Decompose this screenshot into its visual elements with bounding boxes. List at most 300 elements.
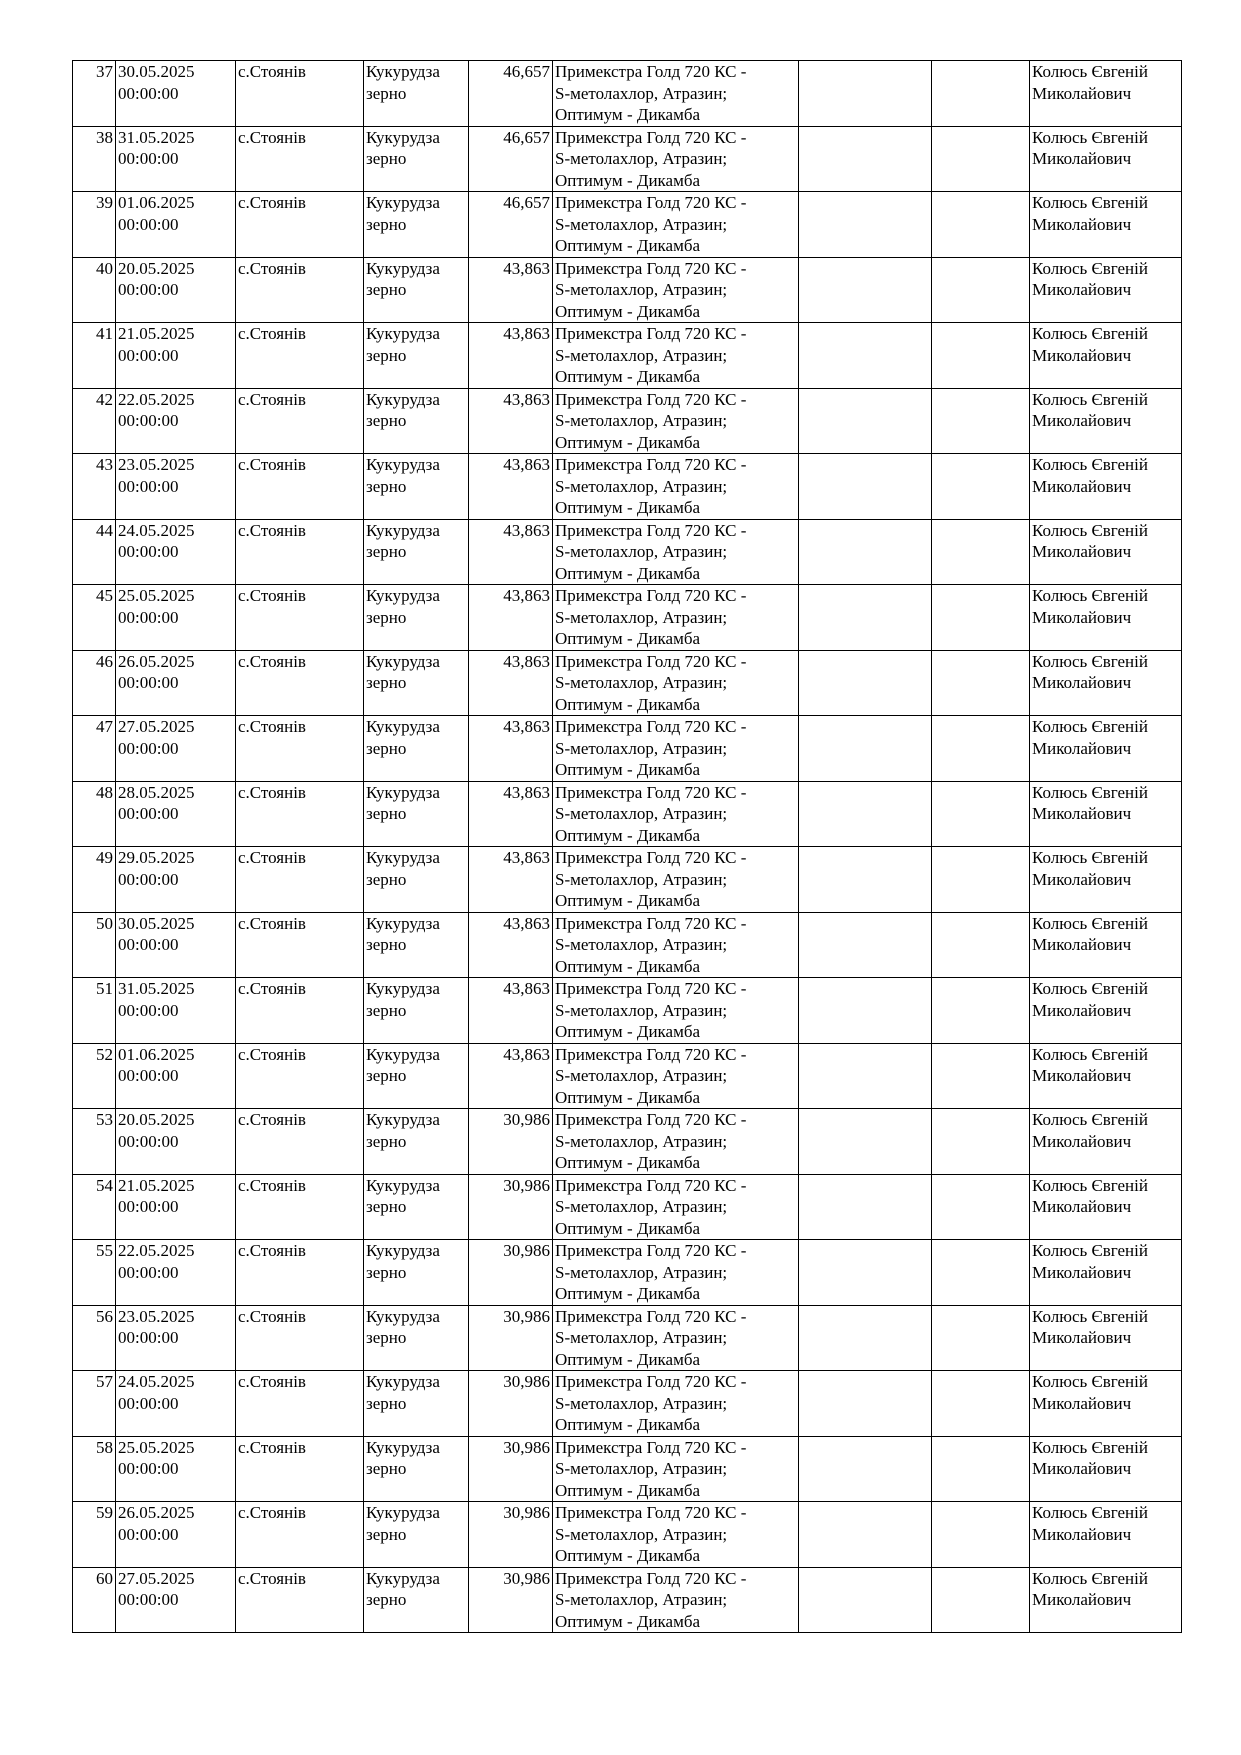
product-cell	[553, 257, 799, 323]
crop-name: Кукурудза	[366, 455, 440, 474]
product-line-3: Оптимум - Дикамба	[555, 629, 701, 648]
empty-cell-7	[799, 61, 932, 127]
area-cell: 30,986	[469, 1174, 553, 1240]
table-row	[73, 847, 1182, 913]
date-cell	[116, 1371, 236, 1437]
table-row	[73, 781, 1182, 847]
time: 00:00:00	[118, 476, 179, 496]
product-line-1: Примекстра Голд 720 КС -	[555, 1306, 747, 1326]
empty-cell-8	[932, 1567, 1030, 1633]
crop-type: зерно	[366, 1328, 407, 1347]
row-number: 42	[73, 388, 116, 454]
date-cell	[116, 1305, 236, 1371]
product-line-2: S-метолахлор, Атразин;	[555, 1131, 728, 1151]
village-cell: с.Стоянів	[236, 454, 364, 520]
time: 00:00:00	[118, 1000, 179, 1020]
empty-cell-8	[932, 847, 1030, 913]
crop-name: Кукурудза	[366, 258, 440, 278]
row-number: 45	[73, 585, 116, 651]
table-row	[73, 912, 1182, 978]
date: 21.05.2025	[118, 1175, 195, 1195]
crop-type: зерно	[366, 149, 407, 168]
date: 29.05.2025	[118, 848, 195, 867]
person-patronymic: Миколайович	[1032, 1459, 1132, 1478]
table-row	[73, 1174, 1182, 1240]
product-cell	[553, 519, 799, 585]
person-name: Колюсь Євгеній	[1032, 586, 1148, 605]
time: 00:00:00	[118, 1328, 179, 1347]
product-line-2: S-метолахлор, Атразин;	[555, 1328, 728, 1347]
product-line-1: Примекстра Голд 720 КС -	[555, 586, 747, 605]
empty-cell-7	[799, 388, 932, 454]
area-cell: 43,863	[469, 650, 553, 716]
product-cell	[553, 61, 799, 127]
date: 27.05.2025	[118, 1568, 195, 1588]
crop-cell	[364, 1567, 469, 1633]
product-line-1: Примекстра Голд 720 КС -	[555, 1175, 747, 1195]
person-name: Колюсь Євгеній	[1032, 127, 1148, 147]
product-line-1: Примекстра Голд 720 КС -	[555, 1241, 747, 1260]
crop-name: Кукурудза	[366, 1568, 440, 1588]
area-cell: 30,986	[469, 1305, 553, 1371]
person-name: Колюсь Євгеній	[1032, 979, 1148, 998]
date-cell	[116, 781, 236, 847]
product-cell	[553, 126, 799, 192]
area-cell: 46,657	[469, 61, 553, 127]
product-line-2: S-метолахлор, Атразин;	[555, 804, 728, 823]
row-number: 58	[73, 1436, 116, 1502]
person-name: Колюсь Євгеній	[1032, 782, 1148, 802]
person-name: Колюсь Євгеній	[1032, 1241, 1148, 1260]
table-row	[73, 1043, 1182, 1109]
product-line-1: Примекстра Голд 720 КС -	[555, 1437, 747, 1457]
village-cell: с.Стоянів	[236, 1174, 364, 1240]
empty-cell-8	[932, 454, 1030, 520]
crop-name: Кукурудза	[366, 717, 440, 736]
table-row	[73, 650, 1182, 716]
crop-cell	[364, 388, 469, 454]
date-cell	[116, 716, 236, 782]
product-cell	[553, 847, 799, 913]
person-name: Колюсь Євгеній	[1032, 1175, 1148, 1195]
table-row	[73, 1305, 1182, 1371]
person-name: Колюсь Євгеній	[1032, 1503, 1148, 1522]
person-cell	[1030, 1436, 1182, 1502]
time: 00:00:00	[118, 280, 179, 299]
crop-cell	[364, 126, 469, 192]
date-cell	[116, 454, 236, 520]
date: 25.05.2025	[118, 586, 195, 605]
person-name: Колюсь Євгеній	[1032, 520, 1148, 540]
time: 00:00:00	[118, 869, 179, 889]
date-cell	[116, 257, 236, 323]
person-patronymic: Миколайович	[1032, 673, 1132, 692]
table-row	[73, 192, 1182, 258]
crop-name: Кукурудза	[366, 1241, 440, 1260]
table-row	[73, 1567, 1182, 1633]
time: 00:00:00	[118, 1590, 179, 1609]
product-line-3: Оптимум - Дикамба	[555, 563, 701, 583]
product-line-3: Оптимум - Дикамба	[555, 1284, 701, 1303]
table-row	[73, 323, 1182, 389]
product-cell	[553, 454, 799, 520]
row-number: 41	[73, 323, 116, 389]
row-number: 49	[73, 847, 116, 913]
product-line-1: Примекстра Голд 720 КС -	[555, 324, 747, 343]
person-name: Колюсь Євгеній	[1032, 1568, 1148, 1588]
empty-cell-7	[799, 519, 932, 585]
village-cell: с.Стоянів	[236, 257, 364, 323]
time: 00:00:00	[118, 83, 179, 103]
empty-cell-8	[932, 650, 1030, 716]
date: 24.05.2025	[118, 520, 195, 540]
crop-type: зерно	[366, 935, 407, 954]
area-cell: 30,986	[469, 1371, 553, 1437]
person-name: Колюсь Євгеній	[1032, 1372, 1148, 1391]
row-number: 50	[73, 912, 116, 978]
date: 20.05.2025	[118, 1110, 195, 1129]
table-row	[73, 454, 1182, 520]
crop-name: Кукурудза	[366, 1175, 440, 1195]
area-cell: 43,863	[469, 454, 553, 520]
crop-type: зерно	[366, 542, 407, 561]
crop-type: зерно	[366, 1459, 407, 1478]
empty-cell-8	[932, 1436, 1030, 1502]
product-line-3: Оптимум - Дикамба	[555, 301, 701, 321]
date-cell	[116, 847, 236, 913]
empty-cell-8	[932, 716, 1030, 782]
crop-cell	[364, 1436, 469, 1502]
product-line-1: Примекстра Голд 720 КС -	[555, 1503, 747, 1522]
village-cell: с.Стоянів	[236, 192, 364, 258]
area-cell: 43,863	[469, 257, 553, 323]
person-name: Колюсь Євгеній	[1032, 913, 1148, 933]
empty-cell-7	[799, 781, 932, 847]
village-cell: с.Стоянів	[236, 1240, 364, 1306]
row-number: 52	[73, 1043, 116, 1109]
crop-name: Кукурудза	[366, 324, 440, 343]
crop-cell	[364, 192, 469, 258]
crop-type: зерно	[366, 214, 407, 234]
product-line-1: Примекстра Голд 720 КС -	[555, 258, 747, 278]
person-patronymic: Миколайович	[1032, 1000, 1132, 1020]
date-cell	[116, 126, 236, 192]
product-line-3: Оптимум - Дикамба	[555, 1153, 701, 1172]
product-cell	[553, 323, 799, 389]
product-line-1: Примекстра Голд 720 КС -	[555, 127, 747, 147]
area-cell: 46,657	[469, 126, 553, 192]
product-line-2: S-метолахлор, Атразин;	[555, 476, 728, 496]
crop-name: Кукурудза	[366, 1110, 440, 1129]
person-patronymic: Миколайович	[1032, 804, 1132, 823]
person-cell	[1030, 1567, 1182, 1633]
product-line-1: Примекстра Голд 720 КС -	[555, 651, 747, 671]
empty-cell-8	[932, 1109, 1030, 1175]
crop-name: Кукурудза	[366, 389, 440, 409]
crop-cell	[364, 454, 469, 520]
crop-name: Кукурудза	[366, 782, 440, 802]
area-cell: 43,863	[469, 585, 553, 651]
person-name: Колюсь Євгеній	[1032, 258, 1148, 278]
crop-type: зерно	[366, 1066, 407, 1085]
date-cell	[116, 1174, 236, 1240]
person-cell	[1030, 585, 1182, 651]
row-number: 51	[73, 978, 116, 1044]
person-patronymic: Миколайович	[1032, 83, 1132, 103]
person-cell	[1030, 61, 1182, 127]
person-patronymic: Миколайович	[1032, 280, 1132, 299]
empty-cell-7	[799, 912, 932, 978]
row-number: 38	[73, 126, 116, 192]
person-patronymic: Миколайович	[1032, 1393, 1132, 1413]
person-patronymic: Миколайович	[1032, 1131, 1132, 1151]
table-row	[73, 585, 1182, 651]
row-number: 56	[73, 1305, 116, 1371]
village-cell: с.Стоянів	[236, 847, 364, 913]
village-cell: с.Стоянів	[236, 912, 364, 978]
person-name: Колюсь Євгеній	[1032, 455, 1148, 474]
empty-cell-8	[932, 1305, 1030, 1371]
time: 00:00:00	[118, 411, 179, 430]
row-number: 54	[73, 1174, 116, 1240]
product-line-1: Примекстра Голд 720 КС -	[555, 520, 747, 540]
crop-type: зерно	[366, 1590, 407, 1609]
village-cell: с.Стоянів	[236, 716, 364, 782]
date-cell	[116, 1109, 236, 1175]
village-cell: с.Стоянів	[236, 61, 364, 127]
person-cell	[1030, 1305, 1182, 1371]
time: 00:00:00	[118, 738, 179, 758]
date: 27.05.2025	[118, 717, 195, 736]
date: 31.05.2025	[118, 127, 195, 147]
empty-cell-7	[799, 585, 932, 651]
person-name: Колюсь Євгеній	[1032, 193, 1148, 212]
person-patronymic: Миколайович	[1032, 1066, 1132, 1085]
product-line-2: S-метолахлор, Атразин;	[555, 673, 728, 692]
product-line-1: Примекстра Голд 720 КС -	[555, 1044, 747, 1064]
date: 22.05.2025	[118, 1241, 195, 1260]
empty-cell-7	[799, 1305, 932, 1371]
person-name: Колюсь Євгеній	[1032, 848, 1148, 867]
date-cell	[116, 323, 236, 389]
date-cell	[116, 585, 236, 651]
row-number: 57	[73, 1371, 116, 1437]
person-name: Колюсь Євгеній	[1032, 651, 1148, 671]
product-line-2: S-метолахлор, Атразин;	[555, 607, 728, 627]
crop-cell	[364, 1109, 469, 1175]
product-line-2: S-метолахлор, Атразин;	[555, 149, 728, 168]
date: 26.05.2025	[118, 1503, 195, 1522]
product-line-2: S-метолахлор, Атразин;	[555, 214, 728, 234]
table-row	[73, 1109, 1182, 1175]
row-number: 55	[73, 1240, 116, 1306]
product-cell	[553, 978, 799, 1044]
product-line-1: Примекстра Голд 720 КС -	[555, 1372, 747, 1391]
crop-name: Кукурудза	[366, 193, 440, 212]
time: 00:00:00	[118, 1066, 179, 1085]
date: 30.05.2025	[118, 913, 195, 933]
product-line-3: Оптимум - Дикамба	[555, 498, 701, 517]
product-line-3: Оптимум - Дикамба	[555, 891, 701, 910]
crop-name: Кукурудза	[366, 1503, 440, 1522]
empty-cell-7	[799, 716, 932, 782]
crop-cell	[364, 847, 469, 913]
date-cell	[116, 388, 236, 454]
crop-name: Кукурудза	[366, 520, 440, 540]
person-cell	[1030, 1109, 1182, 1175]
product-line-3: Оптимум - Дикамба	[555, 1218, 701, 1238]
crop-name: Кукурудза	[366, 848, 440, 867]
crop-cell	[364, 1502, 469, 1568]
village-cell: с.Стоянів	[236, 1371, 364, 1437]
product-cell	[553, 1174, 799, 1240]
row-number: 60	[73, 1567, 116, 1633]
product-line-3: Оптимум - Дикамба	[555, 694, 701, 714]
empty-cell-7	[799, 1240, 932, 1306]
crop-type: зерно	[366, 411, 407, 430]
village-cell: с.Стоянів	[236, 1502, 364, 1568]
area-cell: 46,657	[469, 192, 553, 258]
crop-type: зерно	[366, 738, 407, 758]
row-number: 53	[73, 1109, 116, 1175]
person-cell	[1030, 847, 1182, 913]
product-line-2: S-метолахлор, Атразин;	[555, 1197, 728, 1216]
empty-cell-8	[932, 323, 1030, 389]
person-name: Колюсь Євгеній	[1032, 1306, 1148, 1326]
product-line-1: Примекстра Голд 720 КС -	[555, 193, 747, 212]
product-line-3: Оптимум - Дикамба	[555, 367, 701, 386]
product-line-1: Примекстра Голд 720 КС -	[555, 1110, 747, 1129]
crop-name: Кукурудза	[366, 1372, 440, 1391]
date-cell	[116, 1043, 236, 1109]
area-cell: 43,863	[469, 847, 553, 913]
product-line-3: Оптимум - Дикамба	[555, 760, 701, 779]
date: 25.05.2025	[118, 1437, 195, 1457]
person-cell	[1030, 454, 1182, 520]
person-cell	[1030, 192, 1182, 258]
crop-cell	[364, 912, 469, 978]
person-cell	[1030, 650, 1182, 716]
person-patronymic: Миколайович	[1032, 607, 1132, 627]
area-cell: 43,863	[469, 1043, 553, 1109]
product-line-2: S-метолахлор, Атразин;	[555, 280, 728, 299]
empty-cell-8	[932, 1043, 1030, 1109]
person-cell	[1030, 781, 1182, 847]
empty-cell-8	[932, 781, 1030, 847]
product-line-1: Примекстра Голд 720 КС -	[555, 717, 747, 736]
area-cell: 30,986	[469, 1436, 553, 1502]
date: 24.05.2025	[118, 1372, 195, 1391]
empty-cell-8	[932, 1240, 1030, 1306]
person-name: Колюсь Євгеній	[1032, 1110, 1148, 1129]
crop-name: Кукурудза	[366, 979, 440, 998]
crop-cell	[364, 585, 469, 651]
product-line-1: Примекстра Голд 720 КС -	[555, 1568, 747, 1588]
empty-cell-8	[932, 192, 1030, 258]
empty-cell-7	[799, 323, 932, 389]
date-cell	[116, 1436, 236, 1502]
date-cell	[116, 192, 236, 258]
date-cell	[116, 519, 236, 585]
product-line-1: Примекстра Голд 720 КС -	[555, 913, 747, 933]
person-patronymic: Миколайович	[1032, 149, 1132, 168]
person-cell	[1030, 388, 1182, 454]
person-cell	[1030, 1174, 1182, 1240]
person-patronymic: Миколайович	[1032, 542, 1132, 561]
crop-type: зерно	[366, 673, 407, 692]
village-cell: с.Стоянів	[236, 585, 364, 651]
person-name: Колюсь Євгеній	[1032, 1437, 1148, 1457]
time: 00:00:00	[118, 149, 179, 168]
date: 31.05.2025	[118, 979, 195, 998]
person-cell	[1030, 519, 1182, 585]
time: 00:00:00	[118, 1393, 179, 1413]
person-patronymic: Миколайович	[1032, 738, 1132, 758]
crop-type: зерно	[366, 804, 407, 823]
product-line-1: Примекстра Голд 720 КС -	[555, 389, 747, 409]
product-line-3: Оптимум - Дикамба	[555, 105, 701, 124]
time: 00:00:00	[118, 1459, 179, 1478]
date: 23.05.2025	[118, 1306, 195, 1326]
area-cell: 43,863	[469, 781, 553, 847]
table-row	[73, 1502, 1182, 1568]
table-row	[73, 1371, 1182, 1437]
person-patronymic: Миколайович	[1032, 411, 1132, 430]
crop-type: зерно	[366, 1197, 407, 1216]
village-cell: с.Стоянів	[236, 388, 364, 454]
time: 00:00:00	[118, 1131, 179, 1151]
row-number: 47	[73, 716, 116, 782]
product-line-2: S-метолахлор, Атразин;	[555, 1459, 728, 1478]
table-row	[73, 519, 1182, 585]
product-cell	[553, 1043, 799, 1109]
crop-type: зерно	[366, 345, 407, 365]
product-cell	[553, 585, 799, 651]
person-cell	[1030, 323, 1182, 389]
crop-cell	[364, 519, 469, 585]
person-name: Колюсь Євгеній	[1032, 62, 1148, 81]
product-line-2: S-метолахлор, Атразин;	[555, 935, 728, 954]
table-body	[73, 61, 1182, 1633]
crop-cell	[364, 650, 469, 716]
date-cell	[116, 61, 236, 127]
row-number: 37	[73, 61, 116, 127]
date-cell	[116, 912, 236, 978]
product-cell	[553, 388, 799, 454]
date-cell	[116, 1240, 236, 1306]
table-row	[73, 1436, 1182, 1502]
village-cell: с.Стоянів	[236, 1109, 364, 1175]
village-cell: с.Стоянів	[236, 1305, 364, 1371]
person-patronymic: Миколайович	[1032, 476, 1132, 496]
crop-cell	[364, 781, 469, 847]
date: 01.06.2025	[118, 1044, 195, 1064]
product-cell	[553, 1502, 799, 1568]
empty-cell-7	[799, 1174, 932, 1240]
crop-name: Кукурудза	[366, 913, 440, 933]
time: 00:00:00	[118, 1524, 179, 1544]
product-line-2: S-метолахлор, Атразин;	[555, 1590, 728, 1609]
person-patronymic: Миколайович	[1032, 1197, 1132, 1216]
person-patronymic: Миколайович	[1032, 1524, 1132, 1544]
date: 01.06.2025	[118, 193, 195, 212]
product-cell	[553, 781, 799, 847]
empty-cell-7	[799, 1043, 932, 1109]
crop-name: Кукурудза	[366, 1044, 440, 1064]
person-patronymic: Миколайович	[1032, 1262, 1132, 1282]
crop-type: зерно	[366, 1393, 407, 1413]
empty-cell-8	[932, 1502, 1030, 1568]
